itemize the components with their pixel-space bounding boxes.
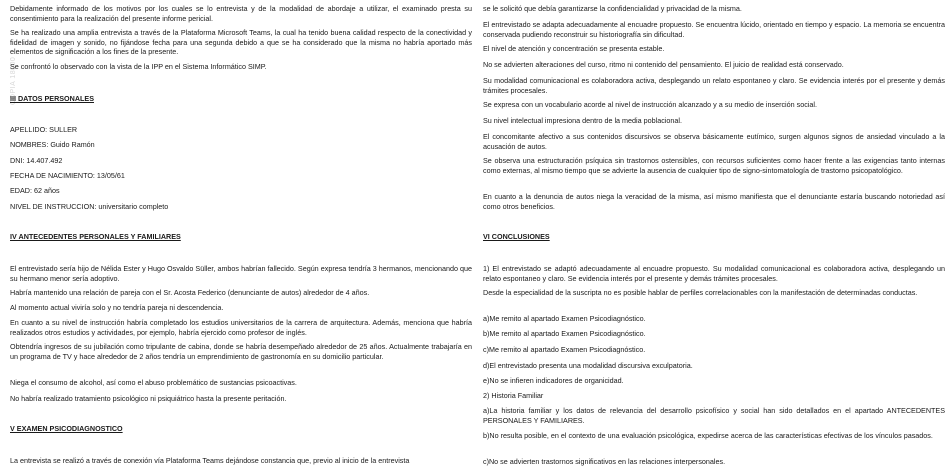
intro-paragraph-simp: Se confrontó lo observado con la vista de la IPP en el Sistema Informático SIMP. [10,62,267,71]
conclusion-item-b: b)Me remito al apartado Examen Psicodiagnóstico. [483,329,646,338]
examen-paragraph-atencion: El nivel de atención y concentración se presenta estable. [483,44,665,53]
antecedentes-paragraph-1: El entrevistado sería hijo de Nélida Ester y Hugo Osvaldo Süller, ambos habrían fallecido. Según expresa tendría 3 hermanos, mencionando que su hermano menor sería adoptivo. [10,264,472,283]
antecedentes-paragraph-5: Obtendría ingresos de su jubilación como tripulante de cabina, donde se habría desempeñado alrededor de 25 años. Actualmente trabajaría en un programa de TV y hace alrededor de 2 años tendría un emprendimiento de gastronomía en su domicilio particular. [10,342,472,361]
conclusion-paragraph-2: Desde la especialidad de la suscripta no es posible hablar de perfiles correlacionables con la manifestación de determinadas conductas. [483,288,918,297]
conclusion-historia-familiar: 2) Historia Familiar [483,391,544,400]
margin-watermark: COPIA 18000 [10,56,17,105]
section-heading-datos-personales: III DATOS PERSONALES [10,94,94,103]
intro-paragraph-consent: Debidamente informado de los motivos por los cuales se lo entrevista y de la modalidad de abordaje a utilizar, el examinado presta su consentimiento para la realización del presente informe pericial. [10,4,472,23]
field-edad: EDAD: 62 años [10,186,60,195]
field-dni: DNI: 14.407.492 [10,156,63,165]
left-column [10,0,472,475]
antecedentes-paragraph-4: En cuanto a su nivel de instrucción habría completado los estudios universitarios de la carrera de arquitectura. Además, menciona que habría realizados otros estudios y actividades, por ejemplo, habría ejercido como profesor de inglés. [10,318,472,337]
antecedentes-paragraph-7: No habría realizado tratamiento psicológico ni psiquiátrico hasta la presente peritación. [10,394,287,403]
historia-familiar-item-a: a)La historia familiar y los datos de relevancia del desarrollo psicofísico y social han sido detallados en el apartado ANTECEDENTES PERSONALES Y FAMILIARES. [483,406,945,425]
section-heading-conclusiones: VI CONCLUSIONES [483,232,550,241]
examen-paragraph-2: se le solicitó que debía garantizarse la confidencialidad y privacidad de la misma. [483,4,742,13]
examen-paragraph-intelectual: Su nivel intelectual impresiona dentro de la media poblacional. [483,116,682,125]
field-fecha-nacimiento: FECHA DE NACIMIENTO: 13/05/61 [10,171,125,180]
antecedentes-paragraph-6: Niega el consumo de alcohol, así como el abuso problemático de sustancias psicoactivas. [10,378,297,387]
conclusion-item-e: e)No se infieren indicadores de organicidad. [483,376,624,385]
examen-paragraph-estructuracion: Se observa una estructuración psíquica sin trastornos ostensibles, con recursos suficientes como hacer frente a las exigencias tanto internas como externas, al mismo tiempo que se advierte la ausencia de cualquier tipo de signo-sintomatología de trastorno psicopatológico. [483,156,945,175]
examen-paragraph-encuadre: El entrevistado se adapta adecuadamente al encuadre propuesto. Se encuentra lúcido, orientado en tiempo y espacio. La memoria se encuentra conservada pudiendo reconstruir su historiografía sin dificultad. [483,20,945,39]
examen-paragraph-comunicacion: Su modalidad comunicacional es colaboradora activa, desplegando un relato espontaneo y claro. Se evidencia interés por el presente y demás trámites procesales. [483,76,945,95]
conclusion-item-c: c)Me remito al apartado Examen Psicodiagnóstico. [483,345,646,354]
historia-familiar-item-c: c)No se advierten trastornos significativos en las relaciones interpersonales. [483,457,726,466]
conclusion-item-a: a)Me remito al apartado Examen Psicodiagnóstico. [483,314,646,323]
antecedentes-paragraph-2: Habría mantenido una relación de pareja con el Sr. Acosta Federico (denunciante de autos) alrededor de 4 años. [10,288,370,297]
field-nivel-instruccion: NIVEL DE INSTRUCCION: universitario completo [10,202,169,211]
field-apellido: APELLIDO: SULLER [10,125,78,134]
examen-paragraph-pensamiento: No se advierten alteraciones del curso, ritmo ni contenido del pensamiento. El juicio de realidad está conservado. [483,60,844,69]
field-nombres: NOMBRES: Guido Ramón [10,140,95,149]
examen-paragraph-afectivo: El concomitante afectivo a sus contenidos discursivos se observa básicamente eutímico, surgen algunos signos de ansiedad vinculado a la acusación de autos. [483,132,945,151]
examen-paragraph-denuncia: En cuanto a la denuncia de autos niega la veracidad de la misma, así mismo manifiesta que el denunciante estaría buscando notoriedad así como otros beneficios. [483,192,945,211]
section-heading-examen: V EXAMEN PSICODIAGNOSTICO [10,424,123,433]
examen-paragraph-vocabulario: Se expresa con un vocabulario acorde al nivel de instrucción alcanzado y a su medio de inserción social. [483,100,818,109]
examen-paragraph-1: La entrevista se realizó a través de conexión vía Plataforma Teams dejándose constancia que, previo al inicio de la entrevista [10,456,410,465]
conclusion-paragraph-1: 1) El entrevistado se adaptó adecuadamente al encuadre propuesto. Su modalidad comunicacional es colaboradora activa, desplegando un relato espontaneo y claro. Se evidencia interés por el presente y demás trámites procesales. [483,264,945,283]
intro-paragraph-interview: Se ha realizado una amplia entrevista a través de la Plataforma Microsoft Teams, la cual ha tenido buena calidad respecto de la conectividad y fidelidad de imagen y sonido, no fijándose fecha para una segunda debido a que se ha considerado que la misma no habría aportado más elementos de significación a los fines de la presente. [10,28,472,57]
historia-familiar-item-b: b)No resulta posible, en el contexto de una evaluación psicológica, expedirse acerca de las características efectivas de los vínculos pasados. [483,431,933,440]
antecedentes-paragraph-3: Al momento actual viviría solo y no tendría pareja ni descendencia. [10,303,224,312]
right-column [483,0,945,475]
conclusion-item-d: d)El entrevistado presenta una modalidad discursiva exculpatoria. [483,361,693,370]
section-heading-antecedentes: IV ANTECEDENTES PERSONALES Y FAMILIARES [10,232,181,241]
